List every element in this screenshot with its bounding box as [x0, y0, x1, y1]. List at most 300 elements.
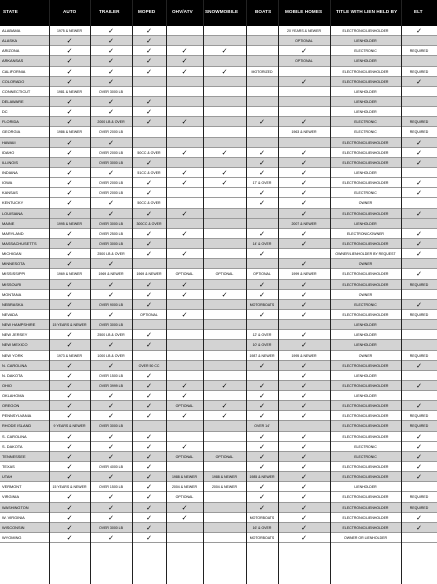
check-mark-icon: ✓: [66, 534, 73, 543]
cell-mobile-homes: 1999 & NEWER: [291, 272, 317, 277]
check-mark-icon: ✓: [66, 97, 73, 106]
cell-mobile-homes: [278, 138, 330, 148]
check-mark-icon: ✓: [146, 97, 152, 106]
check-mark-icon: ✓: [259, 402, 265, 411]
table-row: [0, 340, 437, 350]
cell-title-lien-held-by: LIENHOLDER: [354, 333, 377, 338]
check-mark-icon: ✓: [181, 310, 188, 319]
check-mark-icon: ✓: [66, 280, 73, 289]
cell-mobile-homes: [278, 87, 330, 97]
check-mark-icon: ✓: [146, 67, 152, 76]
check-mark-icon: ✓: [146, 300, 152, 309]
check-mark-icon: ✓: [146, 483, 152, 492]
state-name: N. CAROLINA: [2, 362, 27, 368]
cell-title-lien-held-by: ELECTRONIC/LIENHOLDER: [342, 525, 389, 530]
check-mark-icon: ✓: [416, 229, 422, 238]
state-name: DC: [2, 109, 8, 115]
check-mark-icon: ✓: [108, 341, 114, 350]
check-mark-icon: ✓: [66, 189, 73, 198]
table-row: [0, 107, 437, 117]
cell-title-lien-held-by: ELECTRONIC/LIENHOLDER: [342, 434, 389, 439]
cell-elt: [401, 198, 437, 208]
cell-snowmobile: [203, 56, 246, 66]
state-name: ALASKA: [2, 38, 18, 44]
check-mark-icon: ✓: [416, 189, 422, 198]
table-row: [0, 432, 437, 442]
cell-snowmobile: [203, 310, 246, 320]
cell-boats: [246, 107, 278, 117]
state-name: INDIANA: [2, 169, 18, 175]
cell-title-lien-held-by: ELECTRONIC/LIENHOLDER: [342, 150, 389, 155]
cell-boats: [246, 87, 278, 97]
check-mark-icon: ✓: [108, 290, 114, 299]
column-divider: [246, 0, 247, 584]
cell-elt: [401, 56, 437, 66]
cell-title-lien-held-by: ELECTRONIC/OWNER: [347, 231, 384, 236]
cell-title-lien-held-by: ELECTRONIC/LIENHOLDER: [342, 241, 389, 246]
state-name: MONTANA: [2, 291, 22, 297]
cell-boats: OVER 14': [254, 424, 270, 429]
check-mark-icon: ✓: [301, 361, 307, 370]
check-mark-icon: ✓: [221, 412, 228, 421]
check-mark-icon: ✓: [66, 341, 73, 350]
state-name: TEXAS: [2, 464, 15, 470]
check-mark-icon: ✓: [301, 47, 307, 56]
check-mark-icon: ✓: [146, 189, 152, 198]
table-row: [0, 188, 437, 198]
cell-auto: 15 YEARS & NEWER: [52, 323, 87, 328]
check-mark-icon: ✓: [108, 97, 114, 106]
state-name: MASSACHUSETTS: [2, 240, 37, 246]
check-mark-icon: ✓: [181, 442, 188, 451]
state-name: MAINE: [2, 220, 15, 226]
check-mark-icon: ✓: [108, 168, 114, 177]
cell-ohv-atv: [166, 371, 203, 381]
check-mark-icon: ✓: [259, 452, 265, 461]
check-mark-icon: ✓: [146, 381, 152, 390]
cell-elt: REQUIRED: [409, 424, 429, 429]
check-mark-icon: ✓: [146, 432, 152, 441]
cell-ohv-atv: [166, 432, 203, 442]
cell-ohv-atv: [166, 340, 203, 350]
cell-boats: [246, 97, 278, 107]
cell-trailer: OVER 1500 LB: [99, 373, 123, 378]
cell-snowmobile: [203, 421, 246, 431]
check-mark-icon: ✓: [66, 158, 73, 167]
cell-title-lien-held-by: ELECTRONIC/LIENHOLDER: [342, 414, 389, 419]
cell-title-lien-held-by: LIENHOLDER: [354, 343, 377, 348]
cell-ohv-atv: [166, 219, 203, 229]
check-mark-icon: ✓: [416, 239, 422, 248]
cell-trailer: OVER 2500 LB: [99, 231, 123, 236]
cell-ohv-atv: [166, 77, 203, 87]
check-mark-icon: ✓: [108, 108, 114, 117]
cell-snowmobile: [203, 97, 246, 107]
check-mark-icon: ✓: [259, 168, 265, 177]
table-row: [0, 36, 437, 46]
cell-mobile-homes: [278, 421, 330, 431]
check-mark-icon: ✓: [146, 57, 152, 66]
cell-moped: [132, 421, 166, 431]
check-mark-icon: ✓: [66, 513, 73, 522]
check-mark-icon: ✓: [221, 67, 228, 76]
column-divider: [278, 0, 279, 584]
check-mark-icon: ✓: [146, 452, 152, 461]
check-mark-icon: ✓: [108, 503, 114, 512]
check-mark-icon: ✓: [416, 179, 422, 188]
cell-trailer: OVER 2000 LB: [99, 191, 123, 196]
check-mark-icon: ✓: [416, 138, 422, 147]
check-mark-icon: ✓: [301, 260, 307, 269]
check-mark-icon: ✓: [181, 168, 188, 177]
cell-snowmobile: [203, 361, 246, 371]
check-mark-icon: ✓: [66, 310, 73, 319]
check-mark-icon: ✓: [66, 300, 73, 309]
cell-boats: [246, 209, 278, 219]
state-name: VIRGINIA: [2, 494, 20, 500]
check-mark-icon: ✓: [221, 402, 228, 411]
table-row: [0, 472, 437, 482]
state-name: PENNSYLVANIA: [2, 413, 32, 419]
column-divider: [90, 0, 91, 584]
cell-boats: [246, 26, 278, 36]
cell-trailer: OVER 3000 LB: [99, 525, 123, 530]
check-mark-icon: ✓: [146, 250, 152, 259]
column-divider: [401, 0, 402, 584]
cell-elt: [401, 533, 437, 543]
check-mark-icon: ✓: [146, 179, 152, 188]
cell-title-lien-held-by: LIENHOLDER: [354, 99, 377, 104]
cell-snowmobile: [203, 249, 246, 259]
cell-trailer: 2000 LB & OVER: [97, 120, 125, 125]
check-mark-icon: ✓: [416, 77, 422, 86]
check-mark-icon: ✓: [301, 229, 307, 238]
check-mark-icon: ✓: [108, 77, 114, 86]
table-body: [0, 26, 437, 543]
state-name: OREGON: [2, 403, 20, 409]
cell-trailer: 1969 & NEWER: [98, 272, 124, 277]
state-name: MISSISSIPPI: [2, 271, 26, 277]
check-mark-icon: ✓: [301, 503, 307, 512]
check-mark-icon: ✓: [146, 534, 152, 543]
table-row: [0, 371, 437, 381]
cell-ohv-atv: [166, 330, 203, 340]
check-mark-icon: ✓: [301, 280, 307, 289]
state-name: NEW MEXICO: [2, 342, 28, 348]
cell-title-lien-held-by: ELECTRONIC/LIENHOLDER: [342, 495, 389, 500]
column-header-trailer: TRAILER: [99, 9, 120, 14]
cell-snowmobile: [203, 209, 246, 219]
cell-trailer: OVER 3000 LB: [99, 424, 123, 429]
table-row: [0, 462, 437, 472]
cell-moped: 300CC & OVER: [136, 221, 162, 226]
state-name: HAWAII: [2, 139, 16, 145]
check-mark-icon: ✓: [416, 148, 422, 157]
check-mark-icon: ✓: [108, 361, 114, 370]
cell-trailer: 2500 LB & OVER: [97, 333, 125, 338]
cell-title-lien-held-by: ELECTRONIC: [354, 444, 377, 449]
check-mark-icon: ✓: [259, 463, 265, 472]
table-row: [0, 401, 437, 411]
cell-moped: 50CC & OVER: [137, 150, 161, 155]
check-mark-icon: ✓: [416, 523, 422, 532]
table-row: [0, 198, 437, 208]
table-row: [0, 117, 437, 127]
check-mark-icon: ✓: [66, 361, 73, 370]
state-name: NEW HAMPSHIRE: [2, 322, 36, 328]
cell-title-lien-held-by: ELECTRONIC/LIENHOLDER: [342, 69, 389, 74]
cell-trailer: OVER 3999 LB: [99, 383, 123, 388]
table-row: [0, 249, 437, 259]
cell-title-lien-held-by: ELECTRONIC/LIENHOLDER: [342, 383, 389, 388]
check-mark-icon: ✓: [146, 209, 152, 218]
column-header-title-lien-held-by: TITLE WITH LIEN HELD BY: [336, 9, 398, 14]
cell-title-lien-held-by: ELECTRONIC/LIENHOLDER: [342, 282, 389, 287]
cell-trailer: OVER 1500 LB: [99, 485, 123, 490]
cell-ohv-atv: [166, 188, 203, 198]
cell-title-lien-held-by: ELECTRONIC/LIENHOLDER: [342, 404, 389, 409]
state-name: NEW YORK: [2, 352, 24, 358]
column-header-elt: ELT: [414, 9, 423, 14]
table-row: [0, 442, 437, 452]
cell-snowmobile: [203, 158, 246, 168]
cell-snowmobile: [203, 117, 246, 127]
check-mark-icon: ✓: [181, 47, 188, 56]
cell-elt: [401, 330, 437, 340]
check-mark-icon: ✓: [221, 381, 228, 390]
check-mark-icon: ✓: [66, 402, 73, 411]
state-name: OHIO: [2, 382, 12, 388]
cell-elt: REQUIRED: [409, 49, 429, 54]
cell-mobile-homes: [278, 107, 330, 117]
cell-elt: REQUIRED: [409, 120, 429, 125]
cell-boats: MOTORBOATS: [249, 302, 275, 307]
table-row: [0, 320, 437, 330]
table-row: [0, 56, 437, 66]
column-header-state: STATE: [3, 9, 18, 14]
check-mark-icon: ✓: [301, 371, 307, 380]
cell-elt: REQUIRED: [409, 495, 429, 500]
cell-auto: 1973 & NEWER: [56, 353, 83, 358]
check-mark-icon: ✓: [416, 473, 422, 482]
cell-title-lien-held-by: ELECTRONIC/LIENHOLDER: [342, 140, 389, 145]
state-name: NEW JERSEY: [2, 332, 28, 338]
check-mark-icon: ✓: [108, 442, 114, 451]
cell-boats: [246, 259, 278, 269]
table-row: [0, 503, 437, 513]
check-mark-icon: ✓: [146, 402, 152, 411]
check-mark-icon: ✓: [301, 381, 307, 390]
check-mark-icon: ✓: [66, 118, 73, 127]
check-mark-icon: ✓: [108, 452, 114, 461]
state-name: IDAHO: [2, 149, 15, 155]
check-mark-icon: ✓: [146, 37, 152, 46]
column-divider: [132, 0, 133, 584]
check-mark-icon: ✓: [146, 280, 152, 289]
table-row: [0, 310, 437, 320]
check-mark-icon: ✓: [416, 209, 422, 218]
check-mark-icon: ✓: [259, 442, 265, 451]
table-row: [0, 87, 437, 97]
table-row: [0, 391, 437, 401]
cell-moped: 1969 & NEWER: [136, 272, 162, 277]
cell-moped: [132, 259, 166, 269]
cell-trailer: OVER 3000 LB: [99, 221, 123, 226]
cell-moped: OVER 50 CC: [138, 363, 160, 368]
cell-elt: [401, 168, 437, 178]
check-mark-icon: ✓: [259, 229, 265, 238]
cell-title-lien-held-by: ELECTRONIC/LIENHOLDER: [342, 79, 389, 84]
check-mark-icon: ✓: [259, 392, 265, 401]
check-mark-icon: ✓: [181, 412, 188, 421]
check-mark-icon: ✓: [146, 239, 152, 248]
cell-elt: [401, 371, 437, 381]
state-name: RHODE ISLAND: [2, 423, 32, 429]
check-mark-icon: ✓: [181, 513, 188, 522]
cell-ohv-atv: [166, 97, 203, 107]
cell-mobile-homes: OPTIONAL: [295, 39, 313, 44]
check-mark-icon: ✓: [181, 280, 188, 289]
check-mark-icon: ✓: [66, 290, 73, 299]
check-mark-icon: ✓: [301, 209, 307, 218]
check-mark-icon: ✓: [108, 27, 114, 35]
cell-trailer: OVER 3000 LB: [99, 323, 123, 328]
cell-title-lien-held-by: ELECTRONIC/LIENHOLDER: [342, 424, 389, 429]
table-row: [0, 280, 437, 290]
cell-snowmobile: [203, 138, 246, 148]
cell-title-lien-held-by: ELECTRONIC/LIENHOLDER: [342, 475, 389, 480]
cell-title-lien-held-by: LIENHOLDER: [354, 59, 377, 64]
cell-snowmobile: [203, 87, 246, 97]
check-mark-icon: ✓: [146, 47, 152, 56]
check-mark-icon: ✓: [108, 432, 114, 441]
table-row: [0, 269, 437, 279]
check-mark-icon: ✓: [301, 442, 307, 451]
cell-ohv-atv: OPTIONAL: [175, 495, 194, 500]
check-mark-icon: ✓: [66, 37, 73, 46]
state-name: S. DAKOTA: [2, 443, 23, 449]
state-name: S. CAROLINA: [2, 433, 27, 439]
check-mark-icon: ✓: [66, 77, 73, 86]
cell-moped: [132, 127, 166, 137]
check-mark-icon: ✓: [146, 27, 152, 35]
cell-snowmobile: [203, 36, 246, 46]
check-mark-icon: ✓: [146, 229, 152, 238]
cell-elt: REQUIRED: [409, 414, 429, 419]
cell-boats: MOTORBOATS: [249, 515, 275, 520]
check-mark-icon: ✓: [146, 442, 152, 451]
cell-snowmobile: [203, 432, 246, 442]
cell-mobile-homes: 1963 & NEWER: [291, 130, 317, 135]
cell-trailer: OVER 3000 LB: [99, 89, 123, 94]
check-mark-icon: ✓: [301, 463, 307, 472]
cell-ohv-atv: [166, 87, 203, 97]
state-name: KANSAS: [2, 190, 18, 196]
column-header-auto: AUTO: [63, 9, 77, 14]
cell-auto: 1969 & NEWER: [56, 272, 83, 277]
check-mark-icon: ✓: [301, 179, 307, 188]
state-name: MICHIGAN: [2, 251, 22, 257]
cell-snowmobile: [203, 107, 246, 117]
cell-snowmobile: [203, 340, 246, 350]
table-row: [0, 138, 437, 148]
cell-mobile-homes: [278, 320, 330, 330]
check-mark-icon: ✓: [66, 442, 73, 451]
check-mark-icon: ✓: [301, 392, 307, 401]
state-name: CONNECTICUT: [2, 88, 31, 94]
state-name: UTAH: [2, 474, 13, 480]
check-mark-icon: ✓: [66, 47, 73, 56]
table-row: [0, 482, 437, 492]
cell-elt: [401, 340, 437, 350]
cell-ohv-atv: 2004 & NEWER: [171, 485, 198, 490]
check-mark-icon: ✓: [181, 503, 188, 512]
check-mark-icon: ✓: [108, 260, 114, 269]
table-row: [0, 158, 437, 168]
check-mark-icon: ✓: [259, 381, 265, 390]
check-mark-icon: ✓: [259, 310, 265, 319]
table-row: [0, 239, 437, 249]
check-mark-icon: ✓: [259, 250, 265, 259]
check-mark-icon: ✓: [108, 513, 114, 522]
state-name: ARIZONA: [2, 48, 20, 54]
cell-title-lien-held-by: ELECTRONIC: [354, 49, 377, 54]
check-mark-icon: ✓: [301, 199, 307, 208]
cell-title-lien-held-by: LIENHOLDER: [354, 110, 377, 115]
cell-title-lien-held-by: LIENHOLDER: [354, 39, 377, 44]
check-mark-icon: ✓: [146, 412, 152, 421]
cell-title-lien-held-by: ELECTRONIC/LIENHOLDER: [342, 181, 389, 186]
check-mark-icon: ✓: [66, 239, 73, 248]
cell-ohv-atv: [166, 198, 203, 208]
check-mark-icon: ✓: [301, 189, 307, 198]
check-mark-icon: ✓: [66, 148, 73, 157]
check-mark-icon: ✓: [301, 77, 307, 86]
check-mark-icon: ✓: [181, 118, 188, 127]
cell-snowmobile: [203, 127, 246, 137]
check-mark-icon: ✓: [301, 432, 307, 441]
cell-auto: 1995 & NEWER: [56, 221, 83, 226]
check-mark-icon: ✓: [108, 57, 114, 66]
cell-auto: 15 YEARS & NEWER: [52, 485, 87, 490]
check-mark-icon: ✓: [416, 442, 422, 451]
cell-elt: REQUIRED: [409, 130, 429, 135]
check-mark-icon: ✓: [259, 503, 265, 512]
cell-moped: [132, 320, 166, 330]
cell-trailer: OVER 9000 LB: [99, 302, 123, 307]
cell-elt: REQUIRED: [409, 69, 429, 74]
cell-snowmobile: OPTIONAL: [215, 454, 234, 459]
check-mark-icon: ✓: [66, 57, 73, 66]
cell-elt: [401, 97, 437, 107]
check-mark-icon: ✓: [66, 473, 73, 482]
check-mark-icon: ✓: [108, 47, 114, 56]
check-mark-icon: ✓: [66, 371, 73, 380]
check-mark-icon: ✓: [416, 300, 422, 309]
cell-snowmobile: [203, 188, 246, 198]
table-row: [0, 209, 437, 219]
check-mark-icon: ✓: [301, 239, 307, 248]
check-mark-icon: ✓: [66, 432, 73, 441]
check-mark-icon: ✓: [108, 138, 114, 147]
state-name: LOUISIANA: [2, 210, 23, 216]
cell-elt: REQUIRED: [409, 505, 429, 510]
state-name: MISSOURI: [2, 281, 22, 287]
cell-boats: [246, 219, 278, 229]
cell-elt: [401, 87, 437, 97]
cell-title-lien-held-by: OWNER: [358, 201, 373, 206]
check-mark-icon: ✓: [181, 381, 188, 390]
